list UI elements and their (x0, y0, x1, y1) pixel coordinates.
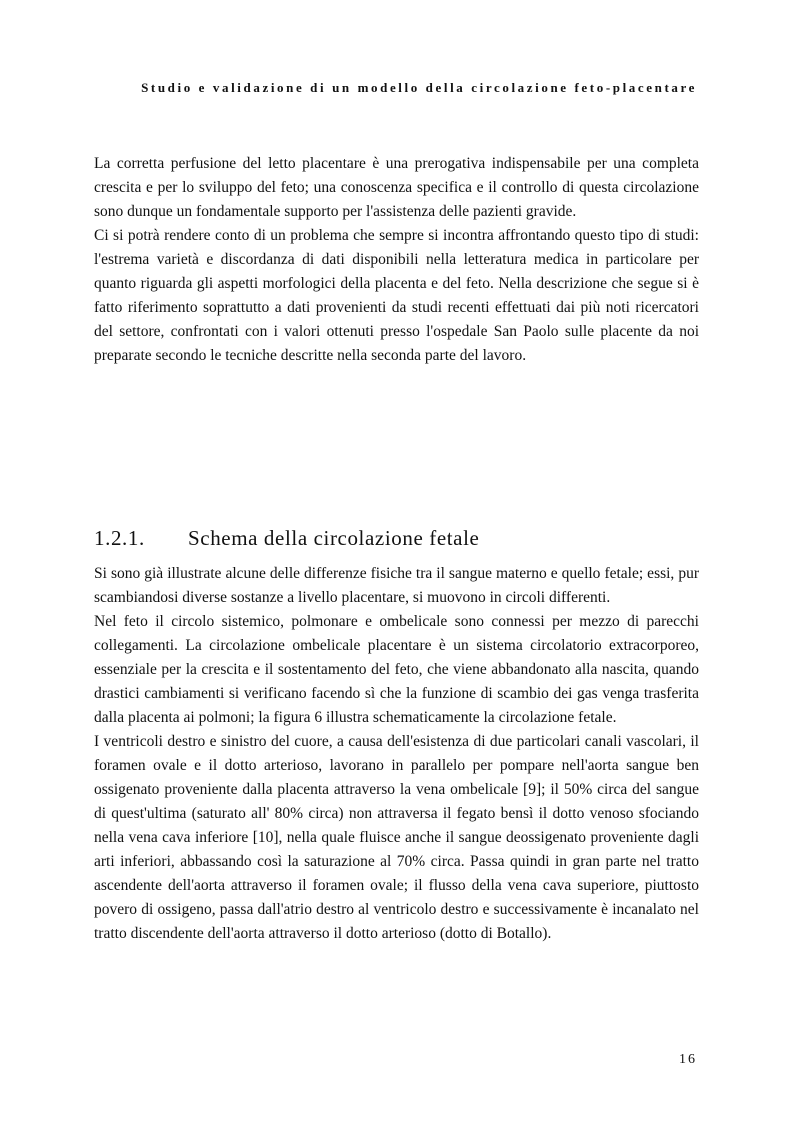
paragraph: La corretta perfusione del letto placentare è una prerogativa indispensabile per una completa crescita e per lo sviluppo del feto; una conoscenza specifica e il controllo di questa circolazione sono dunque un fondamentale supporto per l'assistenza delle pazienti gravide. (94, 155, 699, 220)
intro-text (94, 152, 699, 368)
paragraph: Nel feto il circolo sistemico, polmonare e ombelicale sono connessi per mezzo di parecchi collegamenti. La circolazione ombelicale placentare è un sistema circolatorio extracorporeo, essenziale per la crescita e il sostentamento del feto, che viene abbandonato alla nascita, quando drastici cambiamenti si verificano facendo sì che la funzione di scambio dei gas venga trasferita dalla placenta ai polmoni; la figura 6 illustra schematicamente la circolazione fetale. (94, 613, 699, 726)
running-header: Studio e validazione di un modello della circolazione feto-placentare (141, 80, 697, 95)
section-heading (94, 526, 479, 551)
paragraph: Ci si potrà rendere conto di un problema che sempre si incontra affrontando questo tipo di studi: l'estrema varietà e discordanza di dati disponibili nella letteratura medica in particolare per quanto riguarda gli aspetti morfologici della placenta e del feto. Nella descrizione che segue si è fatto riferimento soprattutto a dati provenienti da studi recenti effettuati dai più noti ricercatori del settore, confrontati con i valori ottenuti presso l'ospedale San Paolo sulle placente da noi preparate secondo le tecniche descritte nella seconda parte del lavoro. (94, 227, 699, 364)
page-number: 16 (679, 1052, 697, 1067)
section-number: 1.2.1. (94, 526, 145, 550)
section-title: Schema della circolazione fetale (188, 526, 480, 550)
paragraph: I ventricoli destro e sinistro del cuore, a causa dell'esistenza di due particolari canali vascolari, il foramen ovale e il dotto arterioso, lavorano in parallelo per pompare nell'aorta sangue ben ossigenato proveniente dalla placenta attraverso la vena ombelicale [9]; il 50% circa del sangue di quest'ultima (saturato all' 80% circa) non attraversa il fegato bensì il dotto venoso sfociando nella vena cava inferiore [10], nella quale fluisce anche il sangue deossigenato proveniente dagli arti inferiori, abbassando così la saturazione al 70% circa. Passa quindi in gran parte nel tratto ascendente dell'aorta attraverso il foramen ovale; il flusso della vena cava superiore, piuttosto povero di ossigeno, passa dall'atrio destro al ventricolo destro e successivamente è incanalato nel tratto discendente dell'aorta attraverso il dotto arterioso (dotto di Botallo). (94, 733, 699, 942)
section-body (94, 562, 699, 946)
paragraph: Si sono già illustrate alcune delle differenze fisiche tra il sangue materno e quello fetale; essi, pur scambiandosi diverse sostanze a livello placentare, si muovono in circoli differenti. (94, 565, 699, 606)
